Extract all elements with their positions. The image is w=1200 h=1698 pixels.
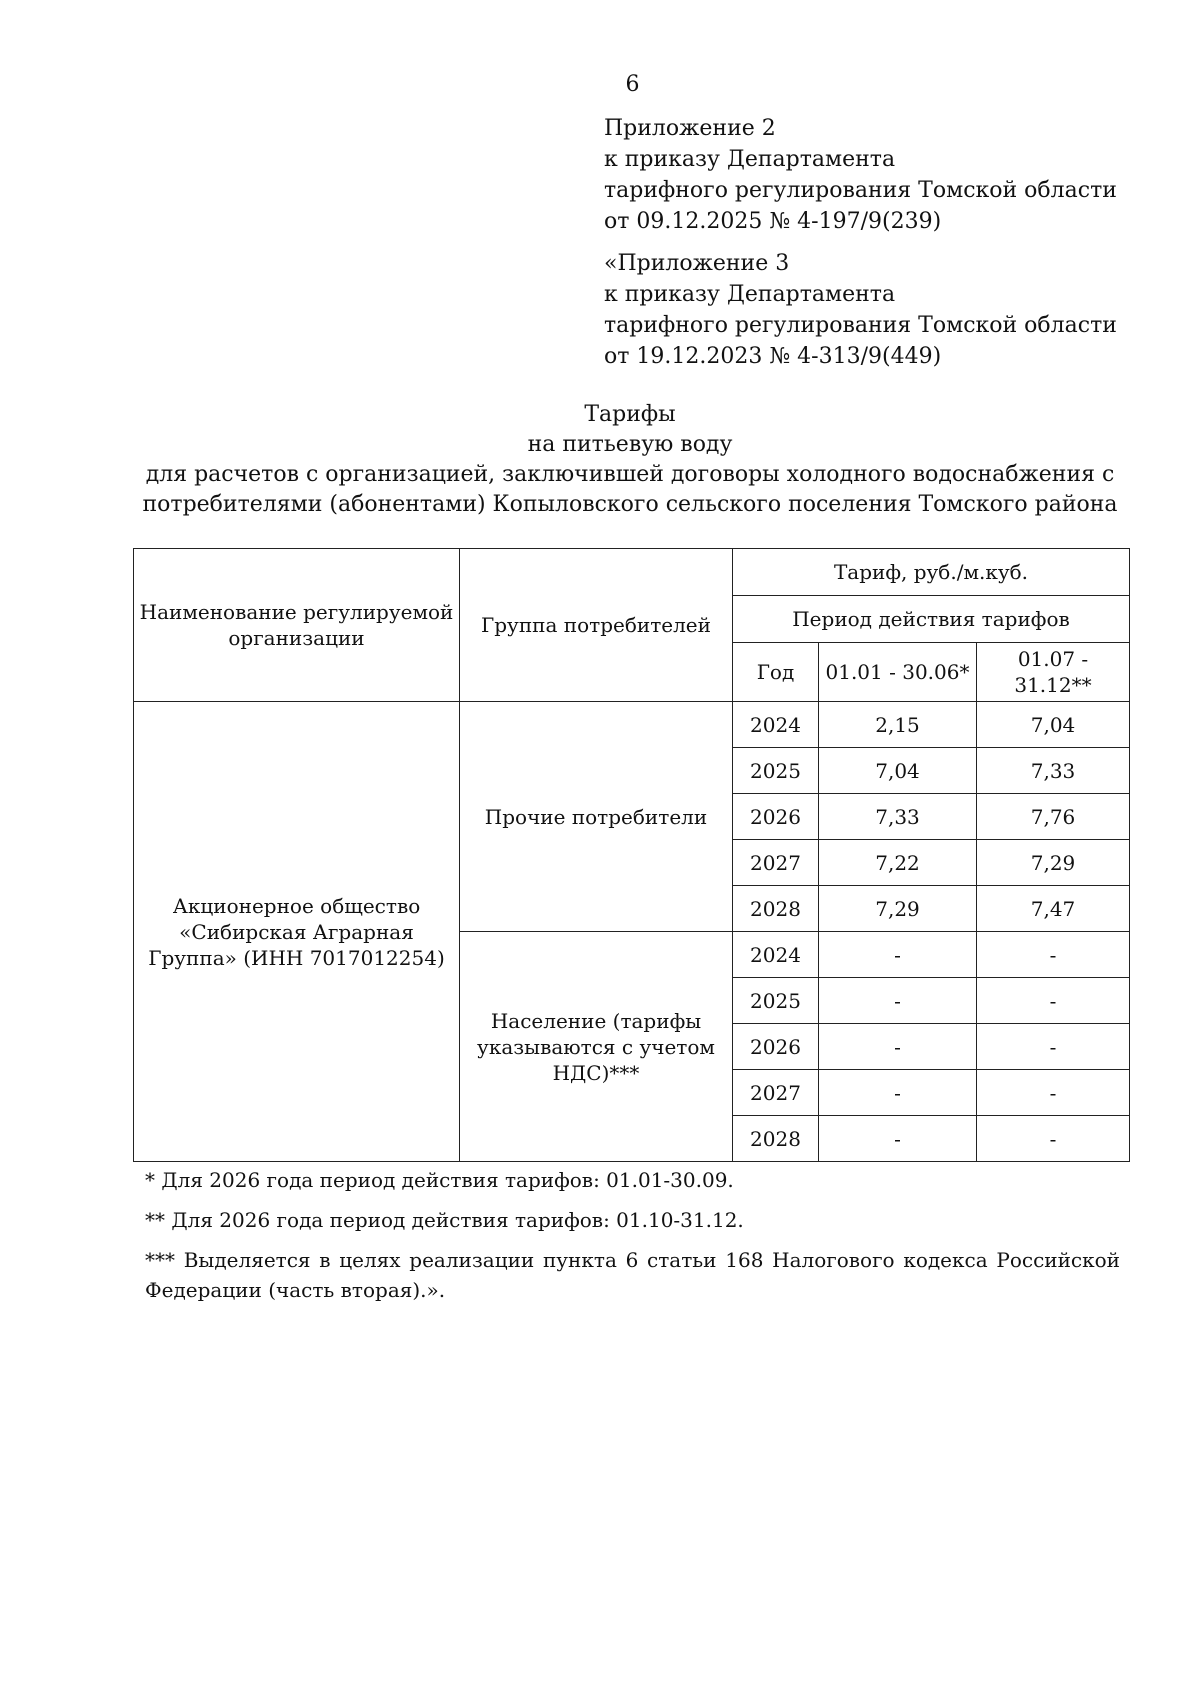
tariff-cell: 7,33 xyxy=(977,748,1130,794)
appendix-line: тарифного регулирования Томской области xyxy=(604,313,1117,338)
group-cell: Прочие потребители xyxy=(460,702,733,932)
year-cell: 2024 xyxy=(733,932,819,978)
group-cell: Население (тарифы указываются с учетом НДС)*** xyxy=(460,932,733,1162)
tariff-table xyxy=(133,548,1130,1162)
year-cell: 2027 xyxy=(733,840,819,886)
header-period: Период действия тарифов xyxy=(733,596,1130,643)
tariff-cell: - xyxy=(977,1116,1130,1162)
year-cell: 2028 xyxy=(733,1116,819,1162)
year-cell: 2024 xyxy=(733,702,819,748)
tariff-cell: 7,04 xyxy=(819,748,977,794)
tariff-cell: 7,47 xyxy=(977,886,1130,932)
title-line: для расчетов с организацией, заключившей договоры холодного водоснабжения с xyxy=(145,462,1115,487)
tariff-cell: - xyxy=(977,1024,1130,1070)
header-row xyxy=(134,549,1130,596)
tariff-cell: - xyxy=(819,978,977,1024)
header-consumer-group: Группа потребителей xyxy=(460,549,733,702)
appendix-line: от 09.12.2025 № 4-197/9(239) xyxy=(604,209,942,234)
tariff-cell: 7,29 xyxy=(977,840,1130,886)
tariff-cell: 7,76 xyxy=(977,794,1130,840)
appendix-line: к приказу Департамента xyxy=(604,282,896,307)
tariff-cell: - xyxy=(977,932,1130,978)
header-period-2: 01.07 - 31.12** xyxy=(977,643,1130,702)
appendix-header-2 xyxy=(604,113,1184,237)
appendix-line: «Приложение 3 xyxy=(604,251,790,276)
title-line: на питьевую воду xyxy=(527,432,733,457)
tariff-cell: - xyxy=(977,1070,1130,1116)
year-cell: 2027 xyxy=(733,1070,819,1116)
year-cell: 2026 xyxy=(733,794,819,840)
tariff-cell: - xyxy=(819,1024,977,1070)
document-title xyxy=(120,400,1140,520)
tariff-cell: 7,29 xyxy=(819,886,977,932)
appendix-line: тарифного регулирования Томской области xyxy=(604,178,1117,203)
footnote: *** Выделяется в целях реализации пункта 6 статьи 168 Налогового кодекса Российской Федерации (часть вторая).». xyxy=(145,1248,1120,1302)
year-cell: 2028 xyxy=(733,886,819,932)
header-org-name: Наименование регулируемой организации xyxy=(134,549,460,702)
appendix-line: от 19.12.2023 № 4-313/9(449) xyxy=(604,344,942,369)
title-line: Тарифы xyxy=(584,402,676,427)
table-row xyxy=(134,702,1130,748)
page-number: 6 xyxy=(625,72,640,97)
year-cell: 2026 xyxy=(733,1024,819,1070)
footnotes xyxy=(145,1165,1120,1315)
tariff-cell: 7,22 xyxy=(819,840,977,886)
header-period-1: 01.01 - 30.06* xyxy=(819,643,977,702)
header-tariff: Тариф, руб./м.куб. xyxy=(733,549,1130,596)
footnote: * Для 2026 года период действия тарифов: 01.01-30.09. xyxy=(145,1168,734,1192)
tariff-cell: - xyxy=(819,1070,977,1116)
tariff-cell: 2,15 xyxy=(819,702,977,748)
tariff-cell: 7,33 xyxy=(819,794,977,840)
tariff-cell: - xyxy=(977,978,1130,1024)
year-cell: 2025 xyxy=(733,748,819,794)
tariff-cell: - xyxy=(819,1116,977,1162)
tariff-cell: 7,04 xyxy=(977,702,1130,748)
header-year: Год xyxy=(733,643,819,702)
appendix-line: к приказу Департамента xyxy=(604,147,896,172)
title-line: потребителями (абонентами) Копыловского сельского поселения Томского района xyxy=(142,492,1118,517)
organization-cell: Акционерное общество «Сибирская Аграрная Группа» (ИНН 7017012254) xyxy=(134,702,460,1162)
appendix-line: Приложение 2 xyxy=(604,116,776,141)
tariff-cell: - xyxy=(819,932,977,978)
footnote: ** Для 2026 года период действия тарифов: 01.10-31.12. xyxy=(145,1208,744,1232)
appendix-header-3 xyxy=(604,248,1184,372)
year-cell: 2025 xyxy=(733,978,819,1024)
